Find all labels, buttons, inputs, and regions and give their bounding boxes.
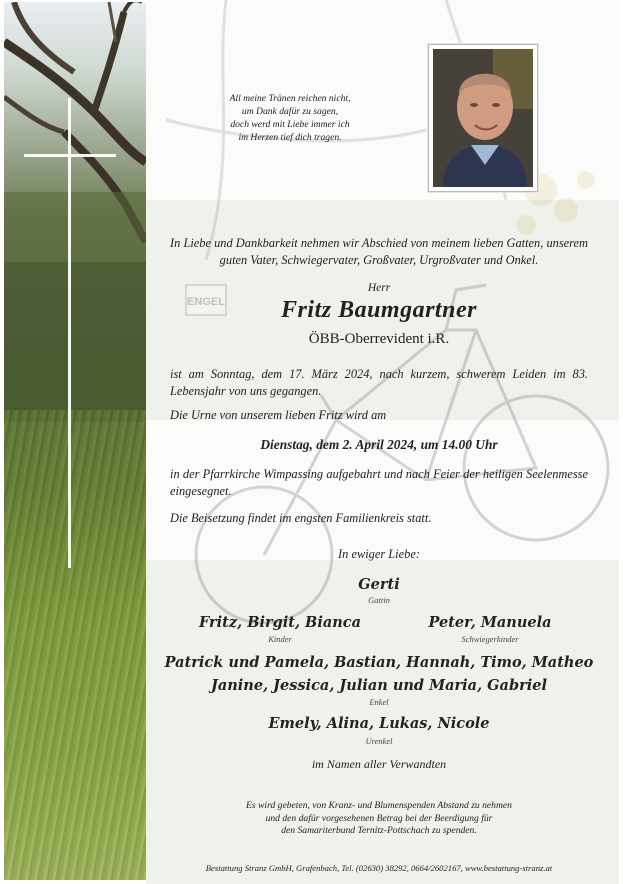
deceased-name: Fritz Baumgartner <box>281 297 477 323</box>
urn-text: Die Urne von unserem lieben Fritz wird am <box>170 408 387 422</box>
grandchildren-names-line1: Patrick und Pamela, Bastian, Hannah, Timo, Matheo <box>164 654 594 671</box>
relatives-line: im Namen aller Verwandten <box>311 757 447 771</box>
grandchildren-relation: Enkel <box>369 697 389 707</box>
wife-name: Gerti <box>358 576 400 593</box>
tree-branches-image <box>4 2 146 422</box>
in-laws-relation: Schwiegerkinder <box>461 634 519 644</box>
poem-line: um Dank dafür zu sagen, <box>241 106 339 117</box>
church-text: in der Pfarrkirche Wimpassing aufgebahrt und nach Feier der heiligen Seelenmesse eingesegnet. <box>170 467 588 498</box>
farewell-intro: In Liebe und Dankbarkeit nehmen wir Abschied von meinem lieben Gatten, unserem guten Vater, Schwiegervater, Großvater, Urgroßvater und Onkel. <box>170 236 588 267</box>
donation-line: und den dafür vorgesehenen Betrag bei der Beerdigung für <box>265 812 493 824</box>
memorial-poem <box>200 92 380 144</box>
poem-line: doch werd mit Liebe immer ich <box>230 119 350 130</box>
donation-line: den Samariterbund Ternitz-Pottschach zu spenden. <box>281 825 477 836</box>
bike-plate-label: ENGEL <box>187 296 225 308</box>
grandchildren-names-line2: Janine, Jessica, Julian und Maria, Gabriel <box>211 677 547 694</box>
poem-line: im Herzen tief dich tragen. <box>238 132 342 143</box>
wife-relation: Gattin <box>368 595 390 605</box>
children-relation: Kinder <box>268 634 292 644</box>
great-grandchildren-names: Emely, Alina, Lukas, Nicole <box>268 715 490 732</box>
mourners-heading: In ewiger Liebe: <box>338 547 420 561</box>
burial-text: Die Beisetzung findet im engsten Familienkreis statt. <box>170 511 432 525</box>
portrait-frame <box>428 44 538 192</box>
salutation: Herr <box>367 282 391 294</box>
death-notice: ist am Sonntag, dem 17. März 2024, nach kurzem, schwerem Leiden im 83. Lebensjahr von uns gegangen. <box>170 367 588 398</box>
ceremony-date: Dienstag, dem 2. April 2024, um 14.00 Uhr <box>260 437 498 452</box>
in-laws-names: Peter, Manuela <box>428 614 552 631</box>
funeral-home-footer: Bestattung Stranz GmbH, Grafenbach, Tel. (02630) 38292, 0664/2602167, www.bestattung-stranz.at <box>205 863 553 873</box>
donation-request <box>190 800 568 838</box>
deceased-portrait-photo <box>433 49 533 187</box>
cross-symbol <box>68 98 71 568</box>
deceased-title: ÖBB-Oberrevident i.R. <box>308 331 450 347</box>
cross-crossbar <box>24 154 116 157</box>
donation-line: Es wird gebeten, von Kranz- und Blumenspenden Abstand zu nehmen <box>246 800 512 811</box>
tree-garden-photo <box>4 2 146 880</box>
great-grandchildren-relation: Urenkel <box>365 736 393 746</box>
poem-line: All meine Tränen reichen nicht, <box>229 93 351 104</box>
children-names: Fritz, Birgit, Bianca <box>199 614 361 631</box>
lawn-image <box>4 410 146 880</box>
